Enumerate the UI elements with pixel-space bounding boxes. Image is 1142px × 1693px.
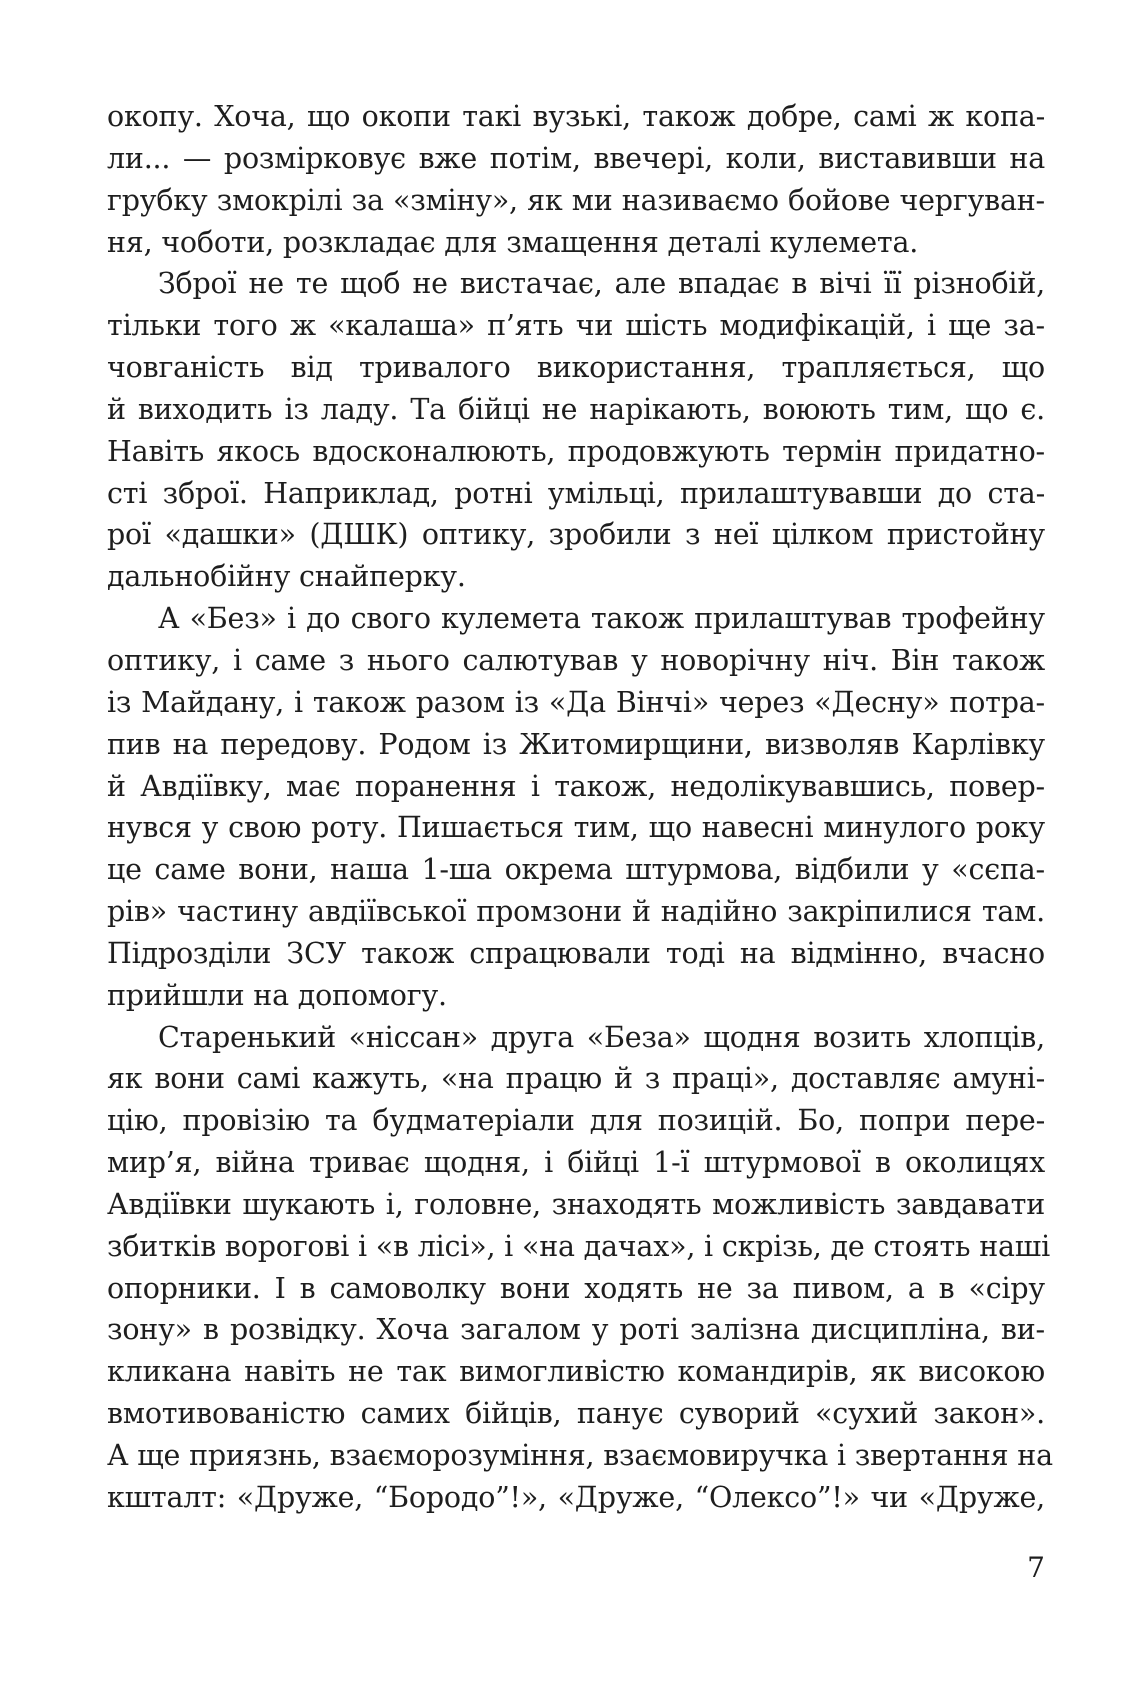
text-line: пив на передову. Родом із Житомирщини, визволяв Карлівку [107, 727, 1045, 761]
text-line: рів» частину авдіївської промзони й надійно закріпилися там. [107, 895, 1045, 929]
text-line: Старенький «ніссан» друга «Беза» щодня возить хлопців, [158, 1020, 1045, 1054]
text-line: Підрозділи ЗСУ також спрацювали тоді на відмінно, вчасно [107, 936, 1045, 970]
text-line: мир’я, війна триває щодня, і бійці 1-ї штурмової в околицях [107, 1146, 1045, 1180]
text-line: Зброї не те щоб не вистачає, але впадає в вічі її різнобій, [158, 267, 1045, 301]
text-line: оптику, і саме з нього салютував у новорічну ніч. Він також [107, 643, 1045, 677]
book-page-text [107, 96, 1053, 1519]
text-line: цію, провізію та будматеріали для позицій. Бо, попри пере- [107, 1104, 1045, 1138]
text-line: окопу. Хоча, що окопи такі вузькі, також добре, самі ж копа- [107, 100, 1045, 133]
text-line: це саме вони, наша 1-ша окрема штурмова, відбили у «сєпа- [107, 853, 1045, 887]
text-line: А ще приязнь, взаєморозуміння, взаємовиручка і звертання на [107, 1439, 1053, 1472]
text-line: опорники. І в самоволку вони ходять не за пивом, а в «сіру [107, 1271, 1045, 1305]
text-line: вмотивованістю самих бійців, панує суворий «сухий закон». [107, 1397, 1045, 1431]
text-line: кшталт: «Друже, “Бородо”!», «Друже, “Олексо”!» чи «Друже, [107, 1480, 1045, 1514]
page-number: 7 [1027, 1551, 1045, 1584]
text-line: із Майдану, і також разом із «Да Вінчі» через «Десну» потра- [107, 685, 1045, 719]
text-line: тільки того ж «калаша» п’ять чи шість модифікацій, і ще за- [107, 309, 1045, 343]
text-line: як вони самі кажуть, «на працю й з праці», доставляє амуні- [107, 1062, 1045, 1096]
text-line: й Авдіївку, має поранення і також, недолікувавшись, повер- [107, 769, 1045, 803]
text-line: Авдіївки шукають і, головне, знаходять можливість завдавати [107, 1187, 1045, 1221]
text-line: кликана навіть не так вимогливістю командирів, як високою [107, 1355, 1045, 1389]
text-line: грубку змокрілі за «зміну», як ми називаємо бойове чергуван- [107, 183, 1045, 217]
text-line: човганість від тривалого використання, трапляється, що [107, 351, 1045, 385]
text-line: А «Без» і до свого кулемета також прилаштував трофейну [158, 602, 1045, 636]
text-line: Навіть якось вдосконалюють, продовжують термін придатно- [107, 434, 1045, 468]
text-line: ня, чоботи, розкладає для змащення деталі кулемета. [107, 225, 919, 259]
text-line: збитків ворогові і «в лісі», і «на дачах», і скрізь, де стоять наші [107, 1229, 1051, 1263]
text-line: сті зброї. Наприклад, ротні умільці, прилаштувавши до ста- [107, 476, 1045, 510]
text-line: зону» в розвідку. Хоча загалом у роті залізна дисципліна, ви- [107, 1313, 1045, 1347]
text-line: рої «дашки» (ДШК) оптику, зробили з неї цілком пристойну [107, 518, 1045, 552]
text-line: дальнобійну снайперку. [107, 560, 466, 594]
text-line: ли... — розмірковує вже потім, ввечері, коли, виставивши на [107, 141, 1045, 175]
text-line: прийшли на допомогу. [107, 978, 447, 1012]
text-line: нувся у свою роту. Пишається тим, що навесні минулого року [107, 811, 1045, 845]
text-line: й виходить із ладу. Та бійці не нарікають, воюють тим, що є. [107, 392, 1045, 426]
